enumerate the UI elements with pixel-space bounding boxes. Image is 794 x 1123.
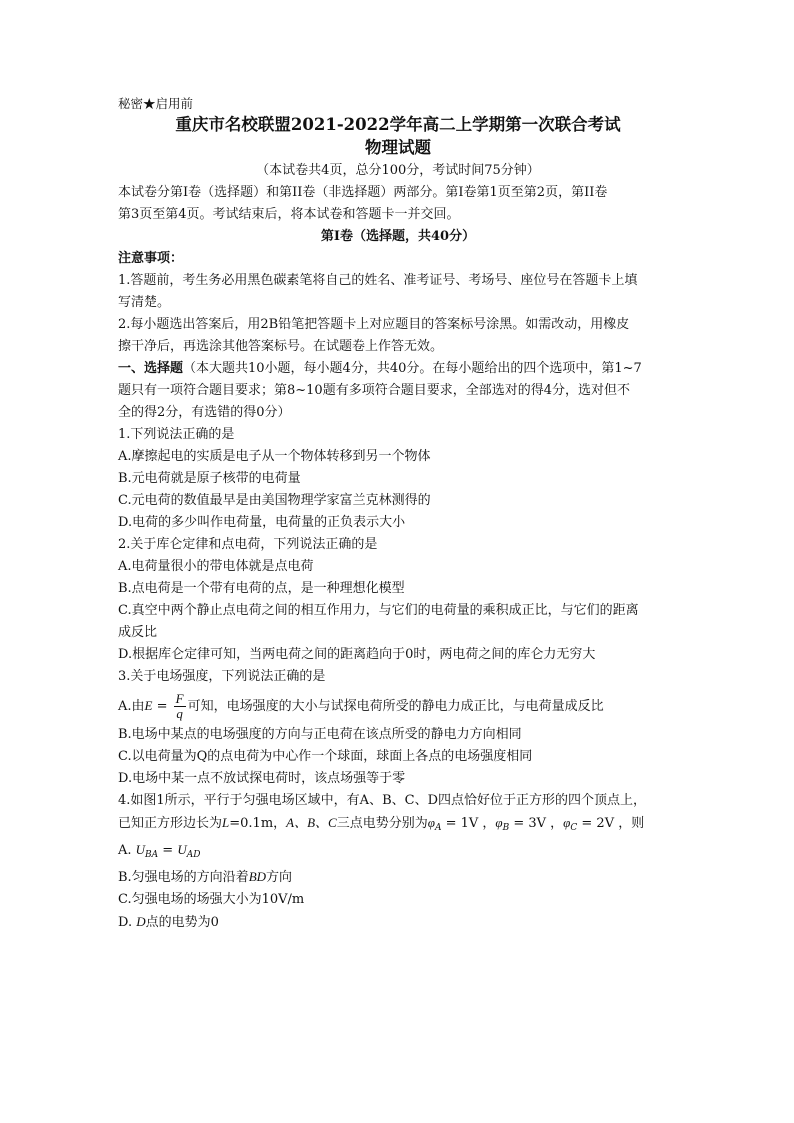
q2-option-d: D.根据库仑定律可知，当两电荷之间的距离趋向于0时，两电荷之间的库仑力无穷大 (118, 647, 596, 662)
u-ad-subscript: AD (186, 850, 201, 860)
q2-stem: 2.关于库仑定律和点电荷，下列说法正确的是 (118, 537, 378, 552)
note-2b: 擦干净后，再选涂其他答案标号。在试题卷上作答无效。 (118, 339, 444, 354)
intro-line-2: 第3页至第4页。考试结束后，将本试卷和答题卡一并交回。 (118, 207, 460, 222)
part1-intro-a (118, 358, 678, 380)
u-ba-symbol: U (135, 842, 146, 857)
q4-option-d (118, 911, 678, 934)
exam-page (118, 96, 678, 934)
phi-c-symbol: φ (563, 815, 571, 830)
section-title: 第I卷（选择题，共40分） (320, 229, 476, 244)
notes-heading: 注意事项： (118, 251, 184, 266)
phi-b-symbol: φ (495, 815, 503, 830)
part1-label: 一、选择题 (118, 361, 184, 376)
q4-stem-line2 (118, 812, 678, 839)
phi-a-subscript: A (434, 823, 442, 833)
q4-stem-line1: 4.如图1所示，平行于匀强电场区域中，有A、B、C、D四点恰好位于正方形的四个顶点上， (118, 793, 646, 808)
phi-c-subscript: C (570, 823, 578, 833)
q1-option-a: A.摩擦起电的实质是电子从一个物体转移到另一个物体 (118, 449, 431, 464)
q1-option-b: B.元电荷就是原子核带的电荷量 (118, 471, 301, 486)
q4-option-b (118, 866, 678, 889)
phi-b-subscript: B (502, 823, 510, 833)
formula-e: E (144, 698, 153, 713)
q3-a-suffix: 可知，电场强度的大小与试探电荷所受的静电力成正比，与电荷量成反比 (187, 699, 604, 714)
part1-intro-b: 题只有一项符合题目要求；第8~10题有多项符合题目要求，全部选对的得4分，选对但不 (118, 383, 630, 398)
phi-a-value: = 1V ， (441, 816, 496, 831)
exam-subtitle: 物理试题 (365, 138, 431, 157)
q4-option-c: C.匀强电场的场强大小为10V/m (118, 892, 305, 907)
q4-b-bd: BD (248, 869, 267, 884)
q4-option-a (118, 839, 678, 866)
q2-option-a: A.电荷量很小的带电体就是点电荷 (118, 559, 314, 574)
q1-option-d: D.电荷的多少叫作电荷量，电荷量的正负表示大小 (118, 515, 406, 530)
q3-option-c: C.以电荷量为Q的点电荷为中心作一个球面，球面上各点的电场强度相同 (118, 749, 533, 764)
note-1a: 1.答题前，考生务必用黑色碳素笔将自己的姓名、准考证号、考场号、座位号在答题卡上填 (118, 273, 638, 288)
q4-potential-text: 三点电势分别为 (336, 816, 428, 831)
q2-option-b: B.点电荷是一个带有电荷的点，是一种理想化模型 (118, 581, 405, 596)
u-ad-symbol: U (177, 842, 187, 857)
formula-fraction (174, 692, 186, 721)
q4-side-symbol: L (222, 815, 230, 830)
confidential-mark: 秘密★启用前 (118, 96, 194, 111)
q4-d-prefix: D. (118, 915, 137, 930)
phi-a-symbol: φ (427, 815, 435, 830)
phi-c-value: = 2V ，则 (577, 816, 645, 831)
q4-points: A、B、C (286, 815, 337, 830)
exam-info: （本试卷共4页，总分100分，考试时间75分钟） (256, 163, 540, 178)
q4-side-value: =0.1m， (229, 816, 287, 831)
q2-option-c-line1: C.真空中两个静止点电荷之间的相互作用力，与它们的电荷量的乘积成正比，与它们的距离 (118, 603, 639, 618)
q1-option-c: C.元电荷的数值最早是由美国物理学家富兰克林测得的 (118, 493, 431, 508)
q4-b-suffix: 方向 (266, 870, 293, 885)
q3-option-a (118, 688, 678, 724)
q3-option-b: B.电场中某点的电场强度的方向与正电荷在该点所受的静电力方向相同 (118, 727, 522, 742)
q4-d-point: D (136, 914, 146, 929)
q3-option-d: D.电场中某一点不放试探电荷时，该点场强等于零 (118, 771, 406, 786)
exam-title: 重庆市名校联盟2021-2022学年高二上学期第一次联合考试 (175, 115, 621, 134)
q3-a-prefix: A.由 (118, 699, 145, 714)
q4-a-prefix: A. (118, 843, 136, 858)
intro-line-1: 本试卷分第I卷（选择题）和第II卷（非选择题）两部分。第I卷第1页至第2页，第II卷 (118, 185, 608, 200)
phi-b-value: = 3V ， (509, 816, 564, 831)
q3-stem: 3.关于电场强度，下列说法正确的是 (118, 669, 326, 684)
q4-side-text: 已知正方形边长为 (118, 816, 223, 831)
note-1b: 写清楚。 (118, 295, 171, 310)
u-ba-subscript: BA (145, 850, 159, 860)
part1-intro-c: 全的得2分，有选错的得0分） (118, 405, 291, 420)
fraction-numerator: F (175, 691, 184, 706)
q4-a-equals: = (158, 843, 178, 858)
q4-d-suffix: 点的电势为0 (145, 915, 219, 930)
part1-text-a: （本大题共10小题，每小题4分，共40分。在每小题给出的四个选项中，第1~7 (183, 361, 642, 376)
formula-equals: = (152, 699, 172, 714)
q2-option-c-line2: 成反比 (118, 625, 158, 640)
note-2a: 2.每小题选出答案后，用2B铅笔把答题卡上对应题目的答案标号涂黑。如需改动，用橡皮 (118, 317, 630, 332)
fraction-denominator: q (176, 706, 183, 721)
q4-b-text: B.匀强电场的方向沿着 (118, 870, 249, 885)
q1-stem: 1.下列说法正确的是 (118, 427, 235, 442)
